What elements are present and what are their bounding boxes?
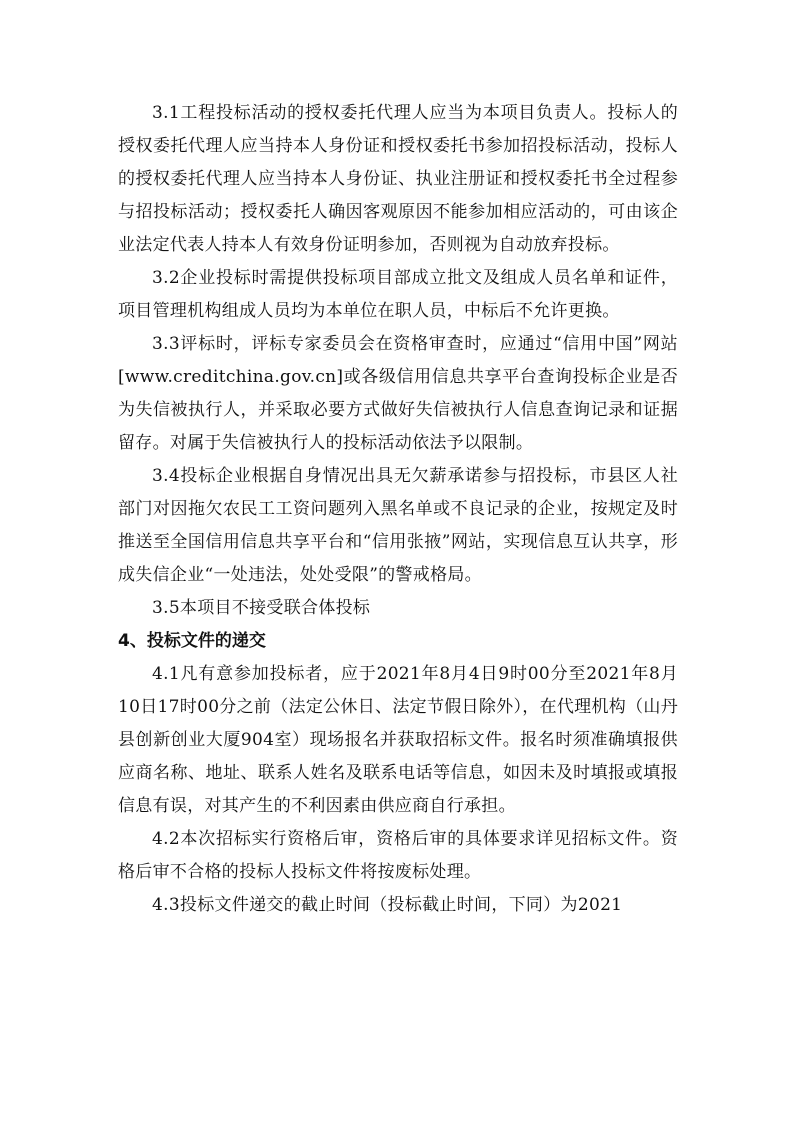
paragraph-3-4: 3.4投标企业根据自身情况出具无欠薪承诺参与招投标，市县区人社部门对因拖欠农民工工资问题列入黑名单或不良记录的企业，按规定及时推送至全国信用信息共享平台和“信用张掖”网站，实现信息互认共享，形成失信企业“一处违法，处处受限”的警戒格局。 [118, 466, 678, 585]
document-body [118, 97, 678, 922]
paragraph-4-2: 4.2本次招标实行资格后审，资格后审的具体要求详见招标文件。资格后审不合格的投标人投标文件将按废标处理。 [118, 829, 678, 882]
paragraph-3-3: 3.3评标时，评标专家委员会在资格审查时，应通过“信用中国”网站[www.creditchina.gov.cn]或各级信用信息共享平台查询投标企业是否为失信被执行人，并采取必要方式做好失信被执行人信息查询记录和证据留存。对属于失信被执行人的投标活动依法予以限制。 [118, 334, 678, 453]
paragraph-3-5: 3.5本项目不接受联合体投标 [152, 598, 371, 618]
paragraph-4-1: 4.1凡有意参加投标者，应于2021年8月4日9时00分至2021年8月10日17时00分之前（法定公休日、法定节假日除外），在代理机构（山丹县创新创业大厦904室）现场报名并获取招标文件。报名时须准确填报供应商名称、地址、联系人姓名及联系电话等信息，如因未及时填报或填报信息有误，对其产生的不利因素由供应商自行承担。 [118, 664, 678, 816]
section-heading: 4、投标文件的递交 [118, 631, 266, 651]
paragraph-3-1: 3.1工程投标活动的授权委托代理人应当为本项目负责人。投标人的授权委托代理人应当持本人身份证和授权委托书参加招投标活动，投标人的授权委托代理人应当持本人身份证、执业注册证和授权委托书全过程参与招投标活动；授权委托人确因客观原因不能参加相应活动的，可由该企业法定代表人持本人有效身份证明参加，否则视为自动放弃投标。 [118, 103, 678, 255]
paragraph-3-2: 3.2企业投标时需提供投标项目部成立批文及组成人员名单和证件，项目管理机构组成人员均为本单位在职人员，中标后不允许更换。 [118, 268, 678, 321]
paragraph-4-3: 4.3投标文件递交的截止时间（投标截止时间，下同）为2021 [152, 895, 623, 915]
